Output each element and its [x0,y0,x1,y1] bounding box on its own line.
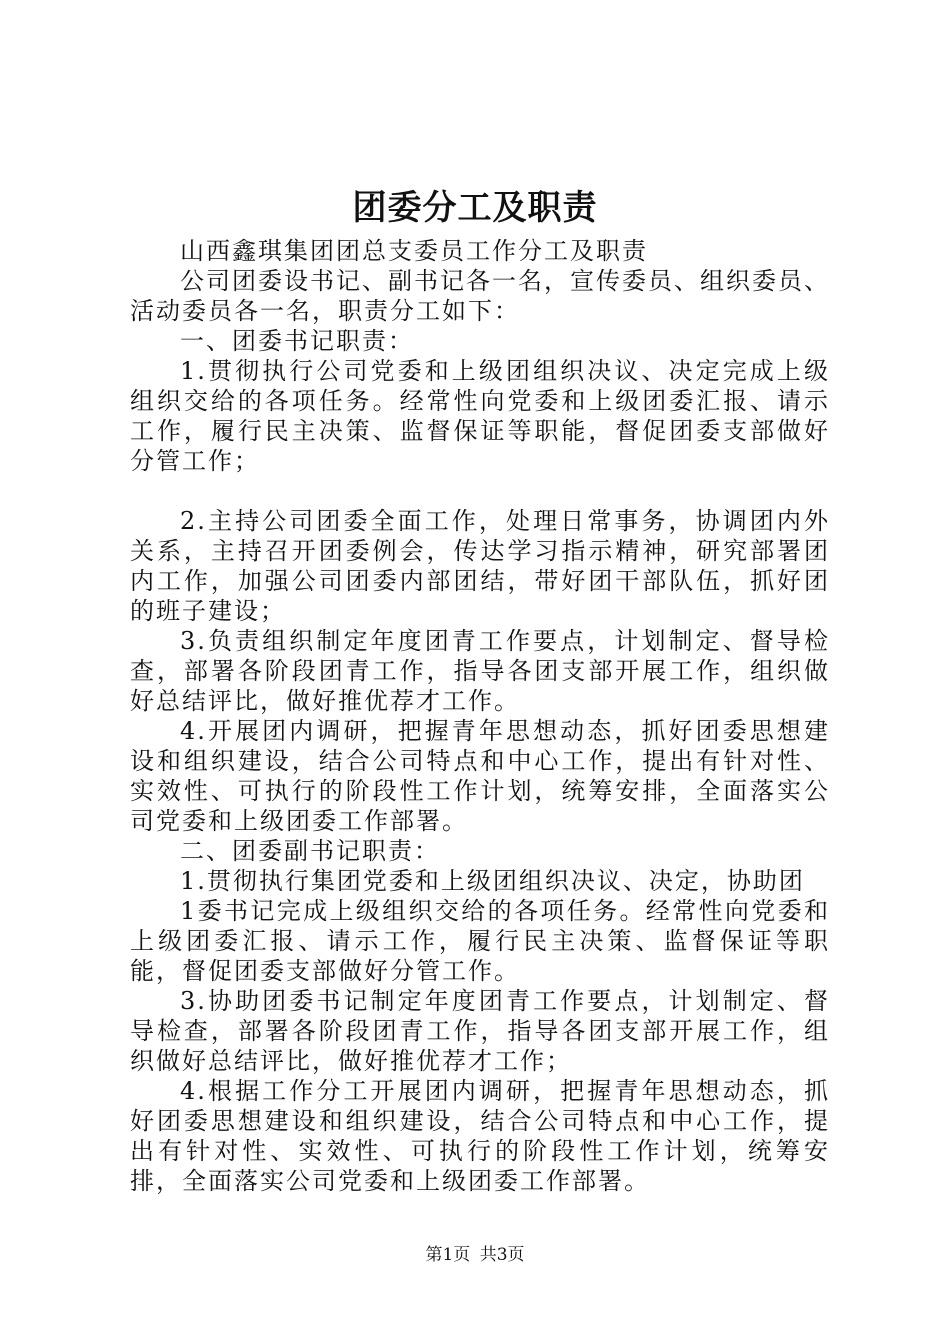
document-title: 团委分工及职责 [352,188,598,228]
paragraph-deputy-1-cont: 1委书记完成上级组织交给的各项任务。经常性向党委和上级团委汇报、请示工作，履行民主决策、监督保证等职能，督促团委支部做好分管工作。 [130,897,830,985]
section-heading-secretary: 一、团委书记职责： [180,327,414,355]
paragraph-secretary-2: 2.主持公司团委全面工作，处理日常事务，协调团内外关系，主持召开团委例会，传达学习指示精神，研究部署团内工作，加强公司团委内部团结，带好团干部队伍，抓好团的班子建设； [130,507,830,625]
page-number: 第1页 [425,1245,471,1265]
paragraph-intro: 公司团委设书记、副书记各一名，宣传委员、组织委员、活动委员各一名，职责分工如下： [130,267,830,325]
section-heading-deputy: 二、团委副书记职责： [180,837,440,865]
page-total: 共3页 [479,1245,525,1265]
document-body [130,236,830,1196]
paragraph-secretary-4: 4.开展团内调研，把握青年思想动态，抓好团委思想建设和组织建设，结合公司特点和中心工作，提出有针对性、实效性、可执行的阶段性工作计划，统筹安排，全面落实公司党委和上级团委工作部署。 [130,717,830,835]
paragraph-secretary-1: 1.贯彻执行公司党委和上级团组织决议、决定完成上级组织交给的各项任务。经常性向党委和上级团委汇报、请示工作，履行民主决策、监督保证等职能，督促团委支部做好分管工作； [130,357,830,475]
paragraph-deputy-3: 3.协助团委书记制定年度团青工作要点，计划制定、督导检查，部署各阶段团青工作，指导各团支部开展工作，组织做好总结评比，做好推优荐才工作； [130,987,830,1075]
page-footer [0,1243,950,1267]
paragraph-secretary-3: 3.负责组织制定年度团青工作要点，计划制定、督导检查，部署各阶段团青工作，指导各团支部开展工作，组织做好总结评比，做好推优荐才工作。 [130,627,830,715]
paragraph-deputy-4: 4.根据工作分工开展团内调研，把握青年思想动态，抓好团委思想建设和组织建设，结合公司特点和中心工作，提出有针对性、实效性、可执行的阶段性工作计划，统筹安排，全面落实公司党委和上级团委工作部署。 [130,1077,830,1195]
paragraph-deputy-1: 1.贯彻执行集团党委和上级团组织决议、决定，协助团 [180,867,805,895]
paragraph-subtitle: 山西鑫琪集团团总支委员工作分工及职责 [180,237,648,265]
